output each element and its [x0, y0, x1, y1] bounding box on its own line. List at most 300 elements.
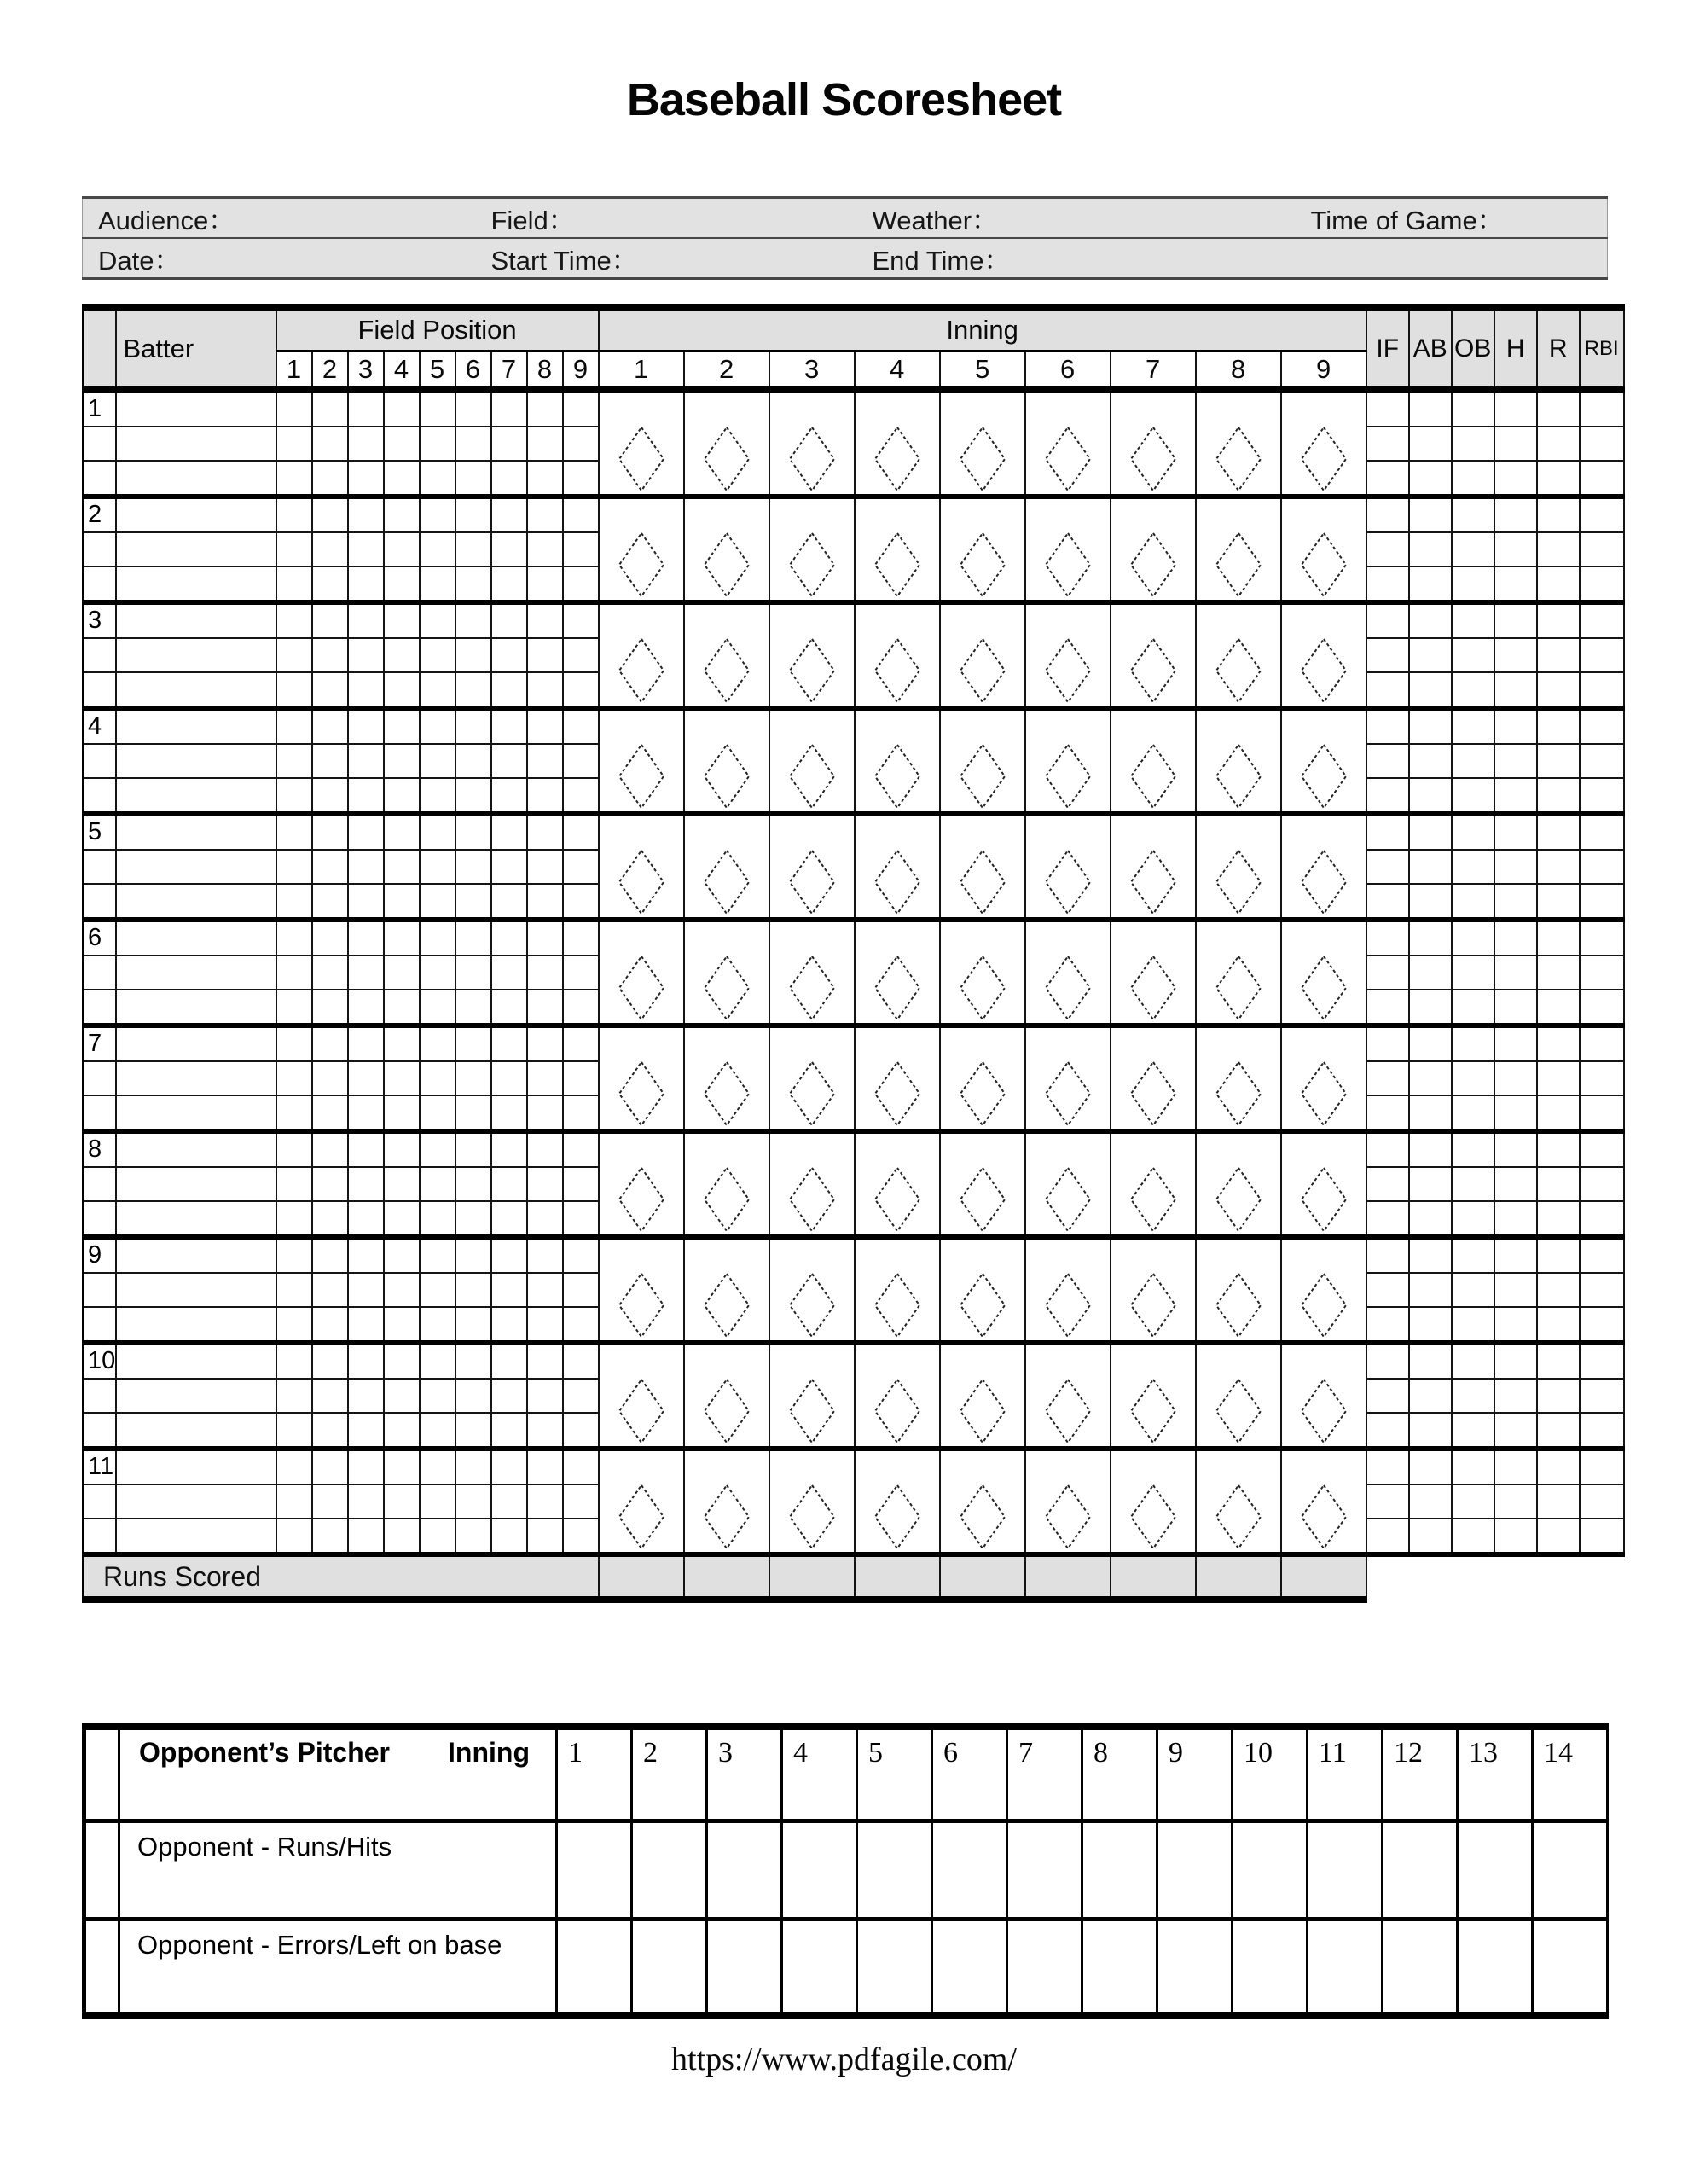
field-position-cell[interactable] — [491, 850, 527, 884]
field-position-cell[interactable] — [276, 1519, 312, 1554]
stat-cell[interactable] — [1366, 1237, 1409, 1273]
field-position-cell[interactable] — [312, 1307, 348, 1343]
runs-scored-cell[interactable] — [769, 1554, 855, 1600]
field-position-cell[interactable] — [563, 1519, 599, 1554]
time-of-game-field[interactable]: Time of Game： — [1296, 198, 1608, 239]
field-position-cell[interactable] — [563, 638, 599, 672]
field-position-cell[interactable] — [563, 390, 599, 427]
field-position-cell[interactable] — [455, 532, 491, 566]
stat-cell[interactable] — [1537, 602, 1580, 638]
inning-cell[interactable] — [599, 1343, 684, 1449]
stat-cell[interactable] — [1494, 850, 1537, 884]
stat-cell[interactable] — [1452, 1519, 1494, 1554]
inning-cell[interactable] — [1111, 1025, 1196, 1131]
stat-cell[interactable] — [1580, 708, 1624, 744]
stat-cell[interactable] — [1409, 1025, 1452, 1061]
stat-cell[interactable] — [1452, 602, 1494, 638]
field-position-cell[interactable] — [527, 1273, 563, 1307]
stat-cell[interactable] — [1580, 920, 1624, 956]
stat-cell[interactable] — [1580, 638, 1624, 672]
field-position-cell[interactable] — [491, 1167, 527, 1201]
field-position-cell[interactable] — [384, 1131, 420, 1167]
stat-cell[interactable] — [1452, 708, 1494, 744]
field-position-cell[interactable] — [455, 850, 491, 884]
inning-cell[interactable] — [855, 814, 940, 920]
stat-cell[interactable] — [1494, 390, 1537, 427]
field-position-cell[interactable] — [527, 814, 563, 850]
inning-cell[interactable] — [1025, 708, 1111, 814]
field-position-cell[interactable] — [348, 532, 384, 566]
field-position-cell[interactable] — [420, 1484, 455, 1519]
field-position-cell[interactable] — [312, 814, 348, 850]
field-position-cell[interactable] — [491, 461, 527, 497]
stat-cell[interactable] — [1452, 1095, 1494, 1131]
field-position-cell[interactable] — [384, 602, 420, 638]
stat-cell[interactable] — [1580, 1273, 1624, 1307]
stat-cell[interactable] — [1409, 708, 1452, 744]
field-position-cell[interactable] — [420, 390, 455, 427]
inning-cell[interactable] — [1025, 390, 1111, 497]
stat-cell[interactable] — [1537, 1201, 1580, 1237]
runs-scored-cell[interactable] — [1111, 1554, 1196, 1600]
field-position-cell[interactable] — [312, 1131, 348, 1167]
field-position-cell[interactable] — [563, 566, 599, 602]
field-position-cell[interactable] — [563, 956, 599, 990]
field-position-cell[interactable] — [384, 1167, 420, 1201]
field-position-cell[interactable] — [527, 920, 563, 956]
stat-cell[interactable] — [1494, 1273, 1537, 1307]
inning-cell[interactable] — [855, 708, 940, 814]
stat-cell[interactable] — [1580, 956, 1624, 990]
field-position-cell[interactable] — [420, 956, 455, 990]
inning-cell[interactable] — [1111, 1131, 1196, 1237]
stat-cell[interactable] — [1366, 1449, 1409, 1484]
inning-cell[interactable] — [1281, 814, 1366, 920]
field-position-cell[interactable] — [348, 1307, 384, 1343]
field-position-cell[interactable] — [527, 427, 563, 461]
stat-cell[interactable] — [1409, 1201, 1452, 1237]
stat-cell[interactable] — [1537, 390, 1580, 427]
stat-cell[interactable] — [1452, 744, 1494, 778]
field-position-cell[interactable] — [563, 1379, 599, 1413]
field-position-cell[interactable] — [384, 1484, 420, 1519]
opponent-data-cell[interactable] — [1157, 1920, 1233, 2016]
stat-cell[interactable] — [1580, 1449, 1624, 1484]
inning-cell[interactable] — [1196, 1449, 1281, 1554]
stat-cell[interactable] — [1580, 1025, 1624, 1061]
stat-cell[interactable] — [1366, 427, 1409, 461]
field-position-cell[interactable] — [455, 1379, 491, 1413]
field-position-cell[interactable] — [491, 884, 527, 920]
field-position-cell[interactable] — [491, 956, 527, 990]
stat-cell[interactable] — [1366, 778, 1409, 814]
batter-name-cell[interactable] — [116, 744, 276, 778]
inning-cell[interactable] — [1281, 920, 1366, 1025]
inning-cell[interactable] — [1196, 1343, 1281, 1449]
stat-cell[interactable] — [1580, 1131, 1624, 1167]
field-position-cell[interactable] — [527, 884, 563, 920]
opponent-data-cell[interactable] — [707, 1821, 782, 1920]
inning-cell[interactable] — [684, 1449, 769, 1554]
batter-name-cell[interactable] — [116, 1237, 276, 1273]
stat-cell[interactable] — [1537, 1379, 1580, 1413]
field-position-cell[interactable] — [491, 1519, 527, 1554]
field-position-cell[interactable] — [455, 1095, 491, 1131]
stat-cell[interactable] — [1580, 814, 1624, 850]
opponent-data-cell[interactable] — [1533, 1920, 1608, 2016]
field-position-cell[interactable] — [527, 1379, 563, 1413]
inning-cell[interactable] — [1111, 602, 1196, 708]
field-position-cell[interactable] — [420, 1307, 455, 1343]
stat-cell[interactable] — [1494, 1379, 1537, 1413]
stat-cell[interactable] — [1494, 1413, 1537, 1449]
field-position-cell[interactable] — [348, 427, 384, 461]
stat-cell[interactable] — [1452, 672, 1494, 708]
start-time-field[interactable]: Start Time： — [476, 238, 857, 279]
stat-cell[interactable] — [1494, 566, 1537, 602]
field-position-cell[interactable] — [455, 427, 491, 461]
stat-cell[interactable] — [1580, 1061, 1624, 1095]
field-position-cell[interactable] — [348, 884, 384, 920]
field-position-cell[interactable] — [527, 390, 563, 427]
stat-cell[interactable] — [1537, 1061, 1580, 1095]
field-position-cell[interactable] — [312, 1484, 348, 1519]
field-position-cell[interactable] — [420, 708, 455, 744]
field-position-cell[interactable] — [384, 461, 420, 497]
stat-cell[interactable] — [1409, 1095, 1452, 1131]
field-position-cell[interactable] — [491, 708, 527, 744]
field-position-cell[interactable] — [348, 1061, 384, 1095]
opponent-data-cell[interactable] — [857, 1821, 932, 1920]
field-position-cell[interactable] — [276, 1095, 312, 1131]
stat-cell[interactable] — [1537, 956, 1580, 990]
inning-cell[interactable] — [855, 1131, 940, 1237]
inning-cell[interactable] — [1281, 497, 1366, 602]
stat-cell[interactable] — [1494, 427, 1537, 461]
inning-cell[interactable] — [684, 497, 769, 602]
field-position-cell[interactable] — [527, 850, 563, 884]
field-position-cell[interactable] — [527, 566, 563, 602]
stat-cell[interactable] — [1409, 990, 1452, 1025]
stat-cell[interactable] — [1494, 497, 1537, 532]
stat-cell[interactable] — [1366, 1484, 1409, 1519]
field-position-cell[interactable] — [491, 1273, 527, 1307]
inning-cell[interactable] — [1025, 1449, 1111, 1554]
stat-cell[interactable] — [1580, 744, 1624, 778]
opponent-data-cell[interactable] — [1383, 1920, 1458, 2016]
batter-name-cell[interactable] — [116, 638, 276, 672]
field-position-cell[interactable] — [384, 884, 420, 920]
field-position-cell[interactable] — [312, 1519, 348, 1554]
field-position-cell[interactable] — [276, 956, 312, 990]
field-position-cell[interactable] — [491, 532, 527, 566]
batter-name-cell[interactable] — [116, 1167, 276, 1201]
field-position-cell[interactable] — [348, 638, 384, 672]
field-position-cell[interactable] — [312, 708, 348, 744]
inning-cell[interactable] — [940, 1237, 1025, 1343]
field-position-cell[interactable] — [420, 672, 455, 708]
opponent-data-cell[interactable] — [1533, 1821, 1608, 1920]
stat-cell[interactable] — [1452, 1484, 1494, 1519]
inning-cell[interactable] — [1281, 1449, 1366, 1554]
field-position-cell[interactable] — [491, 814, 527, 850]
field-position-cell[interactable] — [455, 1131, 491, 1167]
stat-cell[interactable] — [1537, 920, 1580, 956]
stat-cell[interactable] — [1494, 1061, 1537, 1095]
field-position-cell[interactable] — [420, 920, 455, 956]
field-position-cell[interactable] — [420, 850, 455, 884]
stat-cell[interactable] — [1409, 566, 1452, 602]
stat-cell[interactable] — [1452, 956, 1494, 990]
stat-cell[interactable] — [1537, 1449, 1580, 1484]
inning-cell[interactable] — [1025, 1237, 1111, 1343]
inning-cell[interactable] — [1111, 1343, 1196, 1449]
field-position-cell[interactable] — [563, 497, 599, 532]
field-position-cell[interactable] — [312, 1095, 348, 1131]
inning-cell[interactable] — [855, 920, 940, 1025]
runs-scored-cell[interactable] — [940, 1554, 1025, 1600]
field-position-cell[interactable] — [312, 638, 348, 672]
inning-cell[interactable] — [769, 390, 855, 497]
inning-cell[interactable] — [940, 708, 1025, 814]
inning-cell[interactable] — [599, 708, 684, 814]
field-position-cell[interactable] — [455, 1025, 491, 1061]
stat-cell[interactable] — [1494, 461, 1537, 497]
stat-cell[interactable] — [1537, 744, 1580, 778]
field-position-cell[interactable] — [455, 744, 491, 778]
field-position-cell[interactable] — [563, 708, 599, 744]
stat-cell[interactable] — [1494, 532, 1537, 566]
stat-cell[interactable] — [1580, 884, 1624, 920]
field-position-cell[interactable] — [491, 427, 527, 461]
field-position-cell[interactable] — [348, 1201, 384, 1237]
inning-cell[interactable] — [940, 1343, 1025, 1449]
stat-cell[interactable] — [1494, 1484, 1537, 1519]
field-position-cell[interactable] — [276, 1343, 312, 1379]
field-position-cell[interactable] — [420, 1201, 455, 1237]
field-position-cell[interactable] — [276, 602, 312, 638]
stat-cell[interactable] — [1409, 920, 1452, 956]
stat-cell[interactable] — [1494, 956, 1537, 990]
stat-cell[interactable] — [1409, 602, 1452, 638]
field-position-cell[interactable] — [491, 778, 527, 814]
field-position-cell[interactable] — [420, 744, 455, 778]
stat-cell[interactable] — [1409, 1131, 1452, 1167]
runs-scored-cell[interactable] — [855, 1554, 940, 1600]
field-position-cell[interactable] — [276, 1273, 312, 1307]
batter-name-cell[interactable] — [116, 708, 276, 744]
stat-cell[interactable] — [1452, 532, 1494, 566]
field-position-cell[interactable] — [384, 1413, 420, 1449]
field-position-cell[interactable] — [348, 566, 384, 602]
field-position-cell[interactable] — [563, 1167, 599, 1201]
opponent-data-cell[interactable] — [1233, 1821, 1308, 1920]
field-position-cell[interactable] — [455, 602, 491, 638]
inning-cell[interactable] — [599, 1025, 684, 1131]
field-position-cell[interactable] — [491, 744, 527, 778]
field-position-cell[interactable] — [527, 990, 563, 1025]
stat-cell[interactable] — [1409, 744, 1452, 778]
field-position-cell[interactable] — [455, 778, 491, 814]
stat-cell[interactable] — [1366, 814, 1409, 850]
field-position-cell[interactable] — [455, 672, 491, 708]
field-position-cell[interactable] — [455, 1307, 491, 1343]
field-position-cell[interactable] — [455, 1343, 491, 1379]
field-position-cell[interactable] — [384, 1343, 420, 1379]
field-position-cell[interactable] — [563, 850, 599, 884]
inning-cell[interactable] — [684, 1343, 769, 1449]
inning-cell[interactable] — [1025, 814, 1111, 920]
stat-cell[interactable] — [1409, 672, 1452, 708]
field-position-cell[interactable] — [563, 672, 599, 708]
field-position-cell[interactable] — [312, 778, 348, 814]
footer-url[interactable] — [0, 2041, 1688, 2078]
runs-scored-cell[interactable] — [1196, 1554, 1281, 1600]
inning-cell[interactable] — [1111, 1237, 1196, 1343]
batter-name-cell[interactable] — [116, 427, 276, 461]
inning-cell[interactable] — [599, 1449, 684, 1554]
field-position-cell[interactable] — [276, 1307, 312, 1343]
stat-cell[interactable] — [1366, 602, 1409, 638]
inning-cell[interactable] — [1111, 708, 1196, 814]
stat-cell[interactable] — [1494, 1025, 1537, 1061]
field-position-cell[interactable] — [420, 602, 455, 638]
field-position-cell[interactable] — [527, 1307, 563, 1343]
field-position-cell[interactable] — [491, 566, 527, 602]
field-position-cell[interactable] — [348, 850, 384, 884]
stat-cell[interactable] — [1452, 778, 1494, 814]
stat-cell[interactable] — [1366, 1273, 1409, 1307]
stat-cell[interactable] — [1366, 1131, 1409, 1167]
field-position-cell[interactable] — [384, 638, 420, 672]
field-position-cell[interactable] — [384, 814, 420, 850]
field-position-cell[interactable] — [527, 778, 563, 814]
stat-cell[interactable] — [1580, 990, 1624, 1025]
field-position-cell[interactable] — [491, 1484, 527, 1519]
field-position-cell[interactable] — [348, 390, 384, 427]
stat-cell[interactable] — [1409, 1449, 1452, 1484]
stat-cell[interactable] — [1537, 1167, 1580, 1201]
opponent-data-cell[interactable] — [782, 1920, 857, 2016]
field-position-cell[interactable] — [491, 1131, 527, 1167]
field-position-cell[interactable] — [276, 1201, 312, 1237]
field-position-cell[interactable] — [563, 778, 599, 814]
stat-cell[interactable] — [1580, 1484, 1624, 1519]
field-position-cell[interactable] — [563, 1131, 599, 1167]
field-position-cell[interactable] — [312, 744, 348, 778]
field-position-cell[interactable] — [563, 814, 599, 850]
inning-cell[interactable] — [1196, 920, 1281, 1025]
opponent-data-cell[interactable] — [932, 1920, 1007, 2016]
inning-cell[interactable] — [940, 920, 1025, 1025]
inning-cell[interactable] — [1025, 497, 1111, 602]
batter-name-cell[interactable] — [116, 1061, 276, 1095]
field-position-cell[interactable] — [491, 990, 527, 1025]
inning-cell[interactable] — [1111, 390, 1196, 497]
field-position-cell[interactable] — [348, 814, 384, 850]
inning-cell[interactable] — [1196, 1131, 1281, 1237]
field-position-cell[interactable] — [312, 566, 348, 602]
field-position-cell[interactable] — [348, 1484, 384, 1519]
inning-cell[interactable] — [1111, 920, 1196, 1025]
field-position-cell[interactable] — [348, 1413, 384, 1449]
batter-name-cell[interactable] — [116, 884, 276, 920]
field-position-cell[interactable] — [312, 850, 348, 884]
stat-cell[interactable] — [1452, 461, 1494, 497]
field-position-cell[interactable] — [563, 990, 599, 1025]
stat-cell[interactable] — [1494, 1167, 1537, 1201]
field-position-cell[interactable] — [527, 1449, 563, 1484]
field-position-cell[interactable] — [563, 744, 599, 778]
field-position-cell[interactable] — [276, 1061, 312, 1095]
inning-cell[interactable] — [1025, 602, 1111, 708]
field-position-cell[interactable] — [527, 1201, 563, 1237]
inning-cell[interactable] — [855, 497, 940, 602]
inning-cell[interactable] — [855, 390, 940, 497]
field-position-cell[interactable] — [420, 990, 455, 1025]
field-position-cell[interactable] — [384, 390, 420, 427]
stat-cell[interactable] — [1537, 532, 1580, 566]
inning-cell[interactable] — [1025, 1025, 1111, 1131]
field-position-cell[interactable] — [455, 884, 491, 920]
field-position-cell[interactable] — [312, 884, 348, 920]
field-position-cell[interactable] — [384, 566, 420, 602]
stat-cell[interactable] — [1537, 1095, 1580, 1131]
field-position-cell[interactable] — [384, 497, 420, 532]
inning-cell[interactable] — [684, 1025, 769, 1131]
field-position-cell[interactable] — [276, 744, 312, 778]
inning-cell[interactable] — [855, 602, 940, 708]
field-position-cell[interactable] — [276, 497, 312, 532]
opponent-data-cell[interactable] — [557, 1920, 632, 2016]
field-position-cell[interactable] — [276, 1413, 312, 1449]
inning-cell[interactable] — [684, 920, 769, 1025]
stat-cell[interactable] — [1494, 778, 1537, 814]
field-position-cell[interactable] — [455, 1413, 491, 1449]
stat-cell[interactable] — [1452, 920, 1494, 956]
field-position-cell[interactable] — [348, 672, 384, 708]
field-position-cell[interactable] — [420, 778, 455, 814]
inning-cell[interactable] — [1196, 602, 1281, 708]
inning-cell[interactable] — [1196, 814, 1281, 920]
stat-cell[interactable] — [1537, 1413, 1580, 1449]
stat-cell[interactable] — [1366, 920, 1409, 956]
inning-cell[interactable] — [769, 708, 855, 814]
field-position-cell[interactable] — [527, 497, 563, 532]
field-position-cell[interactable] — [420, 1449, 455, 1484]
inning-cell[interactable] — [940, 390, 1025, 497]
field-position-cell[interactable] — [491, 1449, 527, 1484]
field-position-cell[interactable] — [455, 956, 491, 990]
field-position-cell[interactable] — [527, 956, 563, 990]
batter-name-cell[interactable] — [116, 1379, 276, 1413]
stat-cell[interactable] — [1537, 1519, 1580, 1554]
inning-cell[interactable] — [1281, 1131, 1366, 1237]
stat-cell[interactable] — [1452, 1449, 1494, 1484]
inning-cell[interactable] — [855, 1237, 940, 1343]
field-position-cell[interactable] — [348, 1449, 384, 1484]
field-position-cell[interactable] — [420, 1237, 455, 1273]
inning-cell[interactable] — [940, 602, 1025, 708]
stat-cell[interactable] — [1366, 850, 1409, 884]
inning-cell[interactable] — [940, 814, 1025, 920]
stat-cell[interactable] — [1409, 427, 1452, 461]
field-position-cell[interactable] — [563, 1343, 599, 1379]
field-position-cell[interactable] — [527, 1237, 563, 1273]
field-position-cell[interactable] — [384, 708, 420, 744]
stat-cell[interactable] — [1409, 1237, 1452, 1273]
stat-cell[interactable] — [1409, 884, 1452, 920]
